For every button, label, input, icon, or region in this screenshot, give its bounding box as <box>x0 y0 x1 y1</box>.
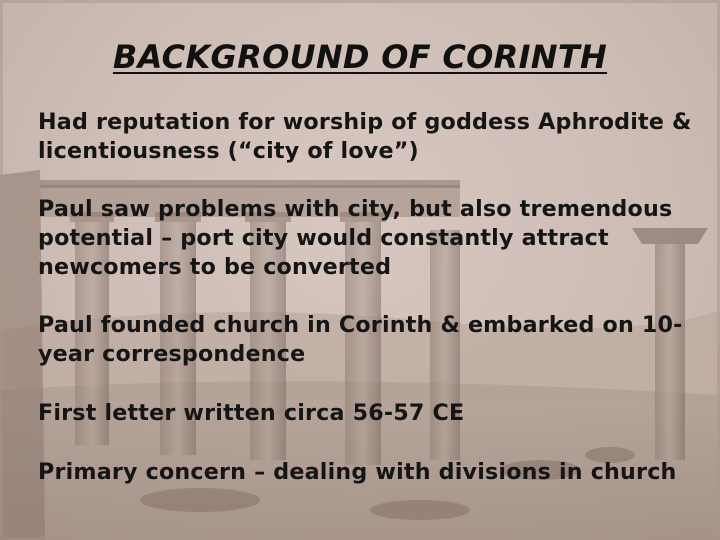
bullet-item: First letter written circa 56-57 CE <box>38 400 465 426</box>
bullet-item: Had reputation for worship of goddess Aphrodite & licentiousness (“city of love”) <box>38 109 692 164</box>
slide-title: BACKGROUND OF CORINTH <box>112 38 608 76</box>
bullet-item: Paul saw problems with city, but also tremendous potential – port city would constantly attract newcomers to be converted <box>38 196 673 280</box>
bullet-item: Primary concern – dealing with divisions in church <box>38 459 677 485</box>
bullet-list <box>38 108 708 516</box>
bullet-item: Paul founded church in Corinth & embarked on 10-year correspondence <box>38 312 683 367</box>
